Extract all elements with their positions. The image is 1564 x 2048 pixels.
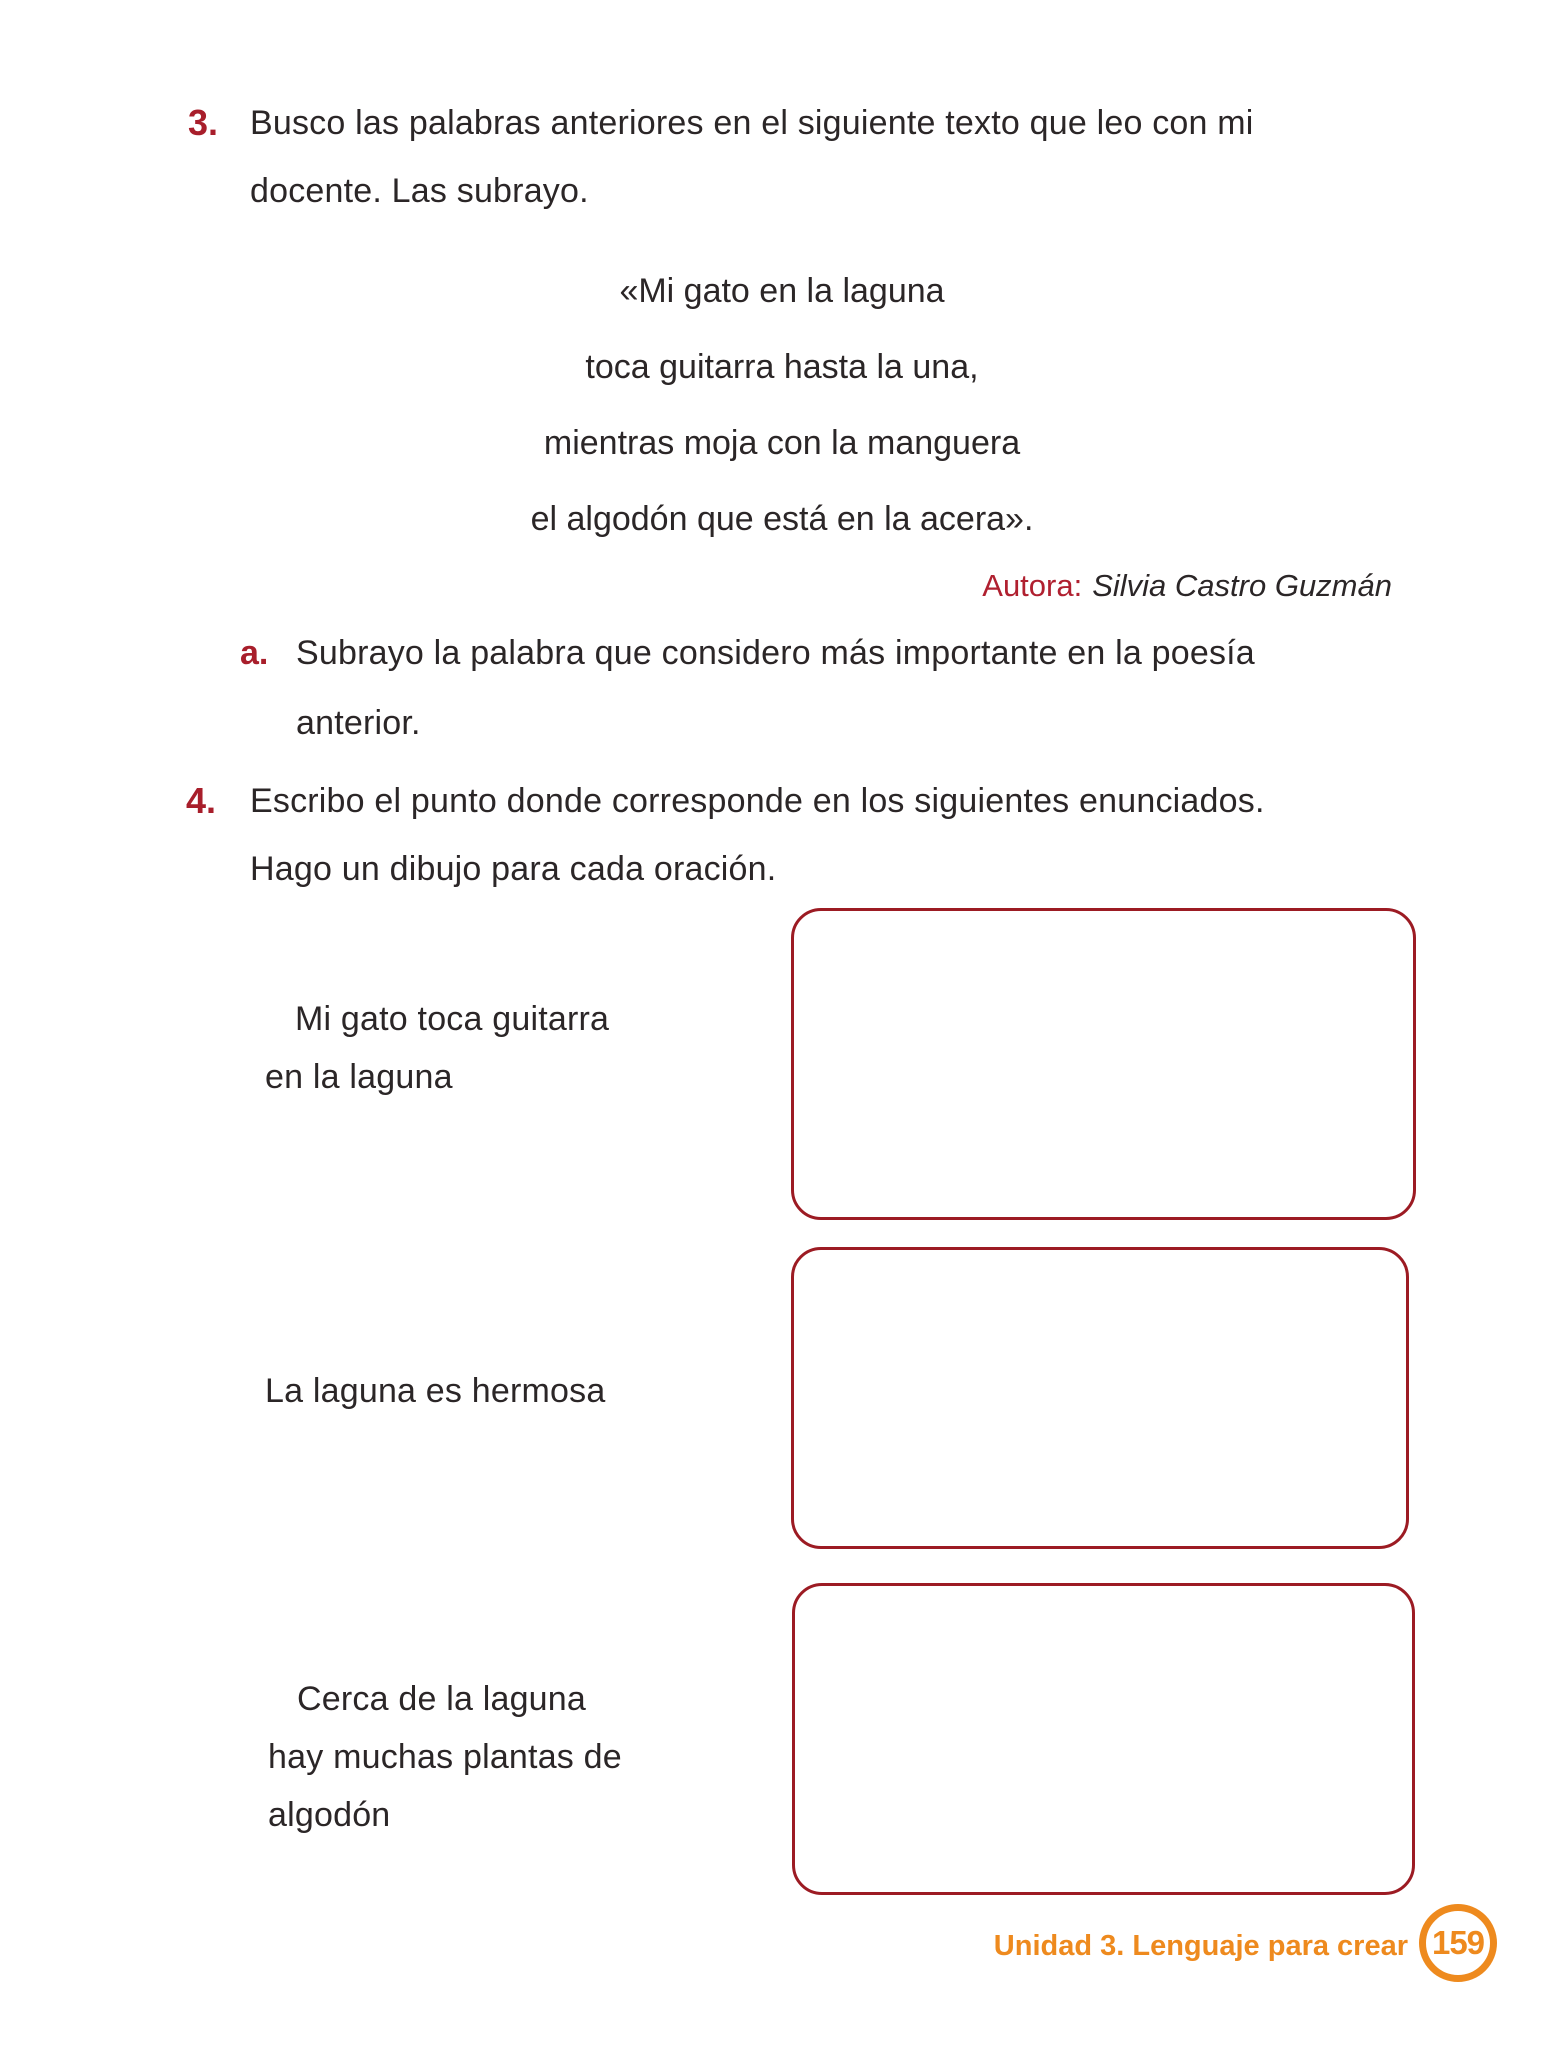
page-number: 159 xyxy=(1431,1924,1485,1961)
author-name: Silvia Castro Guzmán xyxy=(1092,568,1392,603)
item-3-number: 3. xyxy=(188,102,219,143)
page-number-badge xyxy=(1419,1904,1497,1982)
item-3a-line-2: anterior. xyxy=(296,704,421,742)
sentence-2-line-1: La laguna es hermosa xyxy=(265,1372,606,1410)
poem-line-2: toca guitarra hasta la una, xyxy=(585,348,979,386)
author-credit xyxy=(600,568,1392,604)
poem-line-3: mientras moja con la manguera xyxy=(543,424,1021,462)
item-3a-letter: a. xyxy=(240,634,269,672)
sentence-1-line-1: Mi gato toca guitarra xyxy=(295,1000,610,1038)
item-3-line-1: Busco las palabras anteriores en el siguiente texto que leo con mi xyxy=(250,104,1254,142)
poem-line-4: el algodón que está en la acera». xyxy=(530,500,1034,538)
author-label: Autora: xyxy=(982,568,1083,603)
drawing-box-1[interactable] xyxy=(791,908,1416,1220)
item-4-line-1: Escribo el punto donde corresponde en los siguientes enunciados. xyxy=(250,782,1265,820)
item-3a-line-1: Subrayo la palabra que considero más importante en la poesía xyxy=(296,634,1255,672)
sentence-3-line-3: algodón xyxy=(268,1796,391,1834)
drawing-box-3[interactable] xyxy=(792,1583,1415,1895)
sentence-1-line-2: en la laguna xyxy=(265,1058,453,1096)
item-4-number: 4. xyxy=(186,780,217,821)
sentence-3-line-2: hay muchas plantas de xyxy=(268,1738,622,1776)
poem-line-1: «Mi gato en la laguna xyxy=(619,272,945,310)
footer-unit-label: Unidad 3. Lenguaje para crear xyxy=(993,1930,1408,1962)
item-4-line-2: Hago un dibujo para cada oración. xyxy=(250,850,777,888)
drawing-box-2[interactable] xyxy=(791,1247,1409,1549)
sentence-3-line-1: Cerca de la laguna xyxy=(297,1680,587,1718)
item-3-line-2: docente. Las subrayo. xyxy=(250,172,589,210)
